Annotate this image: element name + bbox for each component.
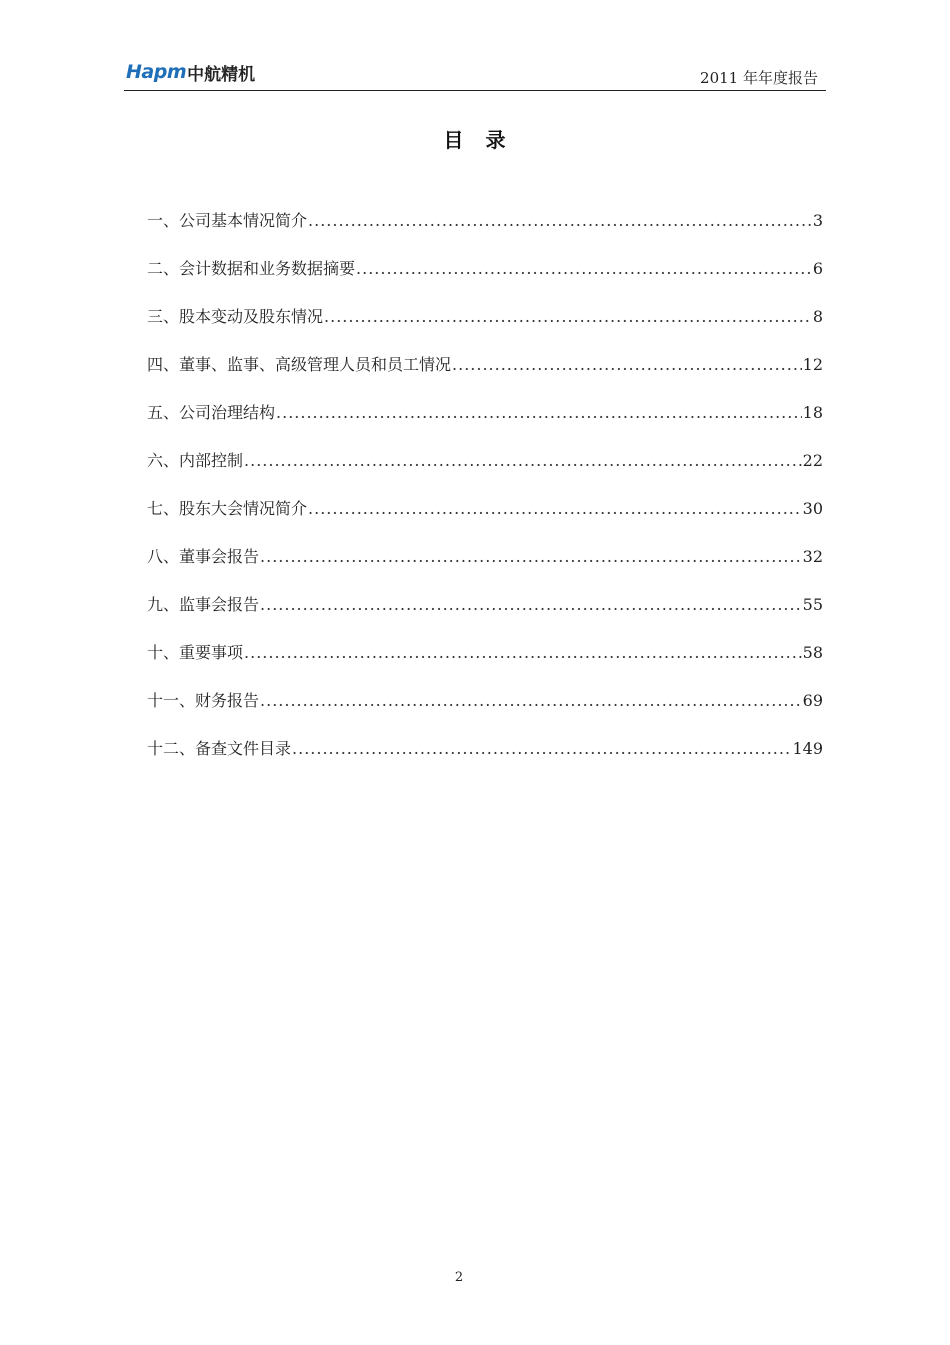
toc-entry[interactable]	[147, 256, 823, 304]
toc-entry-label: 二、会计数据和业务数据摘要	[147, 259, 356, 278]
toc-dot-leader	[356, 259, 812, 278]
logo-chinese-text: 中航精机	[187, 64, 256, 85]
toc-entry-label: 八、董事会报告	[147, 547, 260, 566]
toc-entry[interactable]	[147, 208, 823, 256]
toc-dot-leader	[308, 211, 812, 230]
toc-entry-page: 18	[802, 403, 823, 422]
report-title: 2011 年年度报告	[700, 69, 818, 87]
toc-entry-page: 3	[812, 211, 823, 230]
toc-dot-leader	[260, 595, 802, 614]
page-number: 2	[454, 1270, 464, 1285]
toc-entry[interactable]	[147, 352, 823, 400]
toc-dot-leader	[244, 451, 802, 470]
toc-entry-label: 六、内部控制	[147, 451, 244, 470]
toc-entry[interactable]	[147, 592, 823, 640]
company-logo	[126, 60, 255, 84]
toc-entry-label: 十、重要事项	[147, 643, 244, 662]
toc-entry[interactable]	[147, 640, 823, 688]
toc-entry[interactable]	[147, 688, 823, 736]
toc-entry-label: 九、监事会报告	[147, 595, 260, 614]
toc-entry-page: 69	[802, 691, 823, 710]
toc-entry-page: 6	[812, 259, 823, 278]
toc-dot-leader	[244, 643, 802, 662]
toc-dot-leader	[276, 403, 802, 422]
toc-entry[interactable]	[147, 736, 823, 784]
toc-entry-page: 12	[802, 355, 823, 374]
toc-dot-leader	[324, 307, 812, 326]
toc-entry-label: 十一、财务报告	[147, 691, 260, 710]
toc-dot-leader	[260, 547, 802, 566]
toc-entry-label: 四、董事、监事、高级管理人员和员工情况	[147, 355, 452, 374]
toc-entry[interactable]	[147, 448, 823, 496]
page-header	[124, 58, 826, 91]
toc-entry-label: 十二、备查文件目录	[147, 739, 292, 758]
logo-latin-text: Hapm	[126, 61, 187, 83]
toc-dot-leader	[292, 739, 791, 758]
toc-entry[interactable]	[147, 304, 823, 352]
toc-entry-label: 三、股本变动及股东情况	[147, 307, 324, 326]
toc-entry-page: 58	[802, 643, 823, 662]
toc-entry[interactable]	[147, 496, 823, 544]
table-of-contents	[147, 208, 823, 784]
toc-entry[interactable]	[147, 400, 823, 448]
toc-dot-leader	[260, 691, 802, 710]
toc-entry-page: 149	[792, 739, 823, 758]
toc-entry-page: 55	[802, 595, 823, 614]
toc-entry[interactable]	[147, 544, 823, 592]
toc-entry-page: 32	[802, 547, 823, 566]
toc-entry-page: 30	[802, 499, 823, 518]
toc-entry-label: 一、公司基本情况简介	[147, 211, 308, 230]
toc-dot-leader	[452, 355, 802, 374]
toc-title: 目 录	[443, 128, 507, 152]
toc-dot-leader	[308, 499, 802, 518]
toc-entry-page: 22	[802, 451, 823, 470]
toc-entry-page: 8	[812, 307, 823, 326]
toc-entry-label: 七、股东大会情况简介	[147, 499, 308, 518]
toc-entry-label: 五、公司治理结构	[147, 403, 276, 422]
